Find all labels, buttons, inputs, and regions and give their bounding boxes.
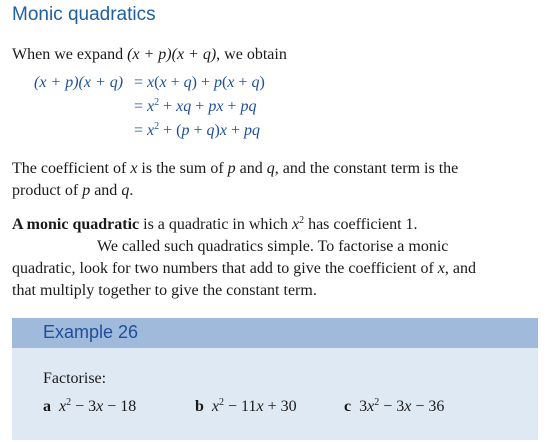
definition-text-3: quadratic, look for two numbers that add to give the coefficient of x, and bbox=[12, 260, 477, 277]
derivation-line-2: = $x^2$ + xq + px + pq bbox=[134, 97, 257, 115]
definition-line-3 bbox=[12, 258, 476, 280]
part-b-expression: $x^2 - 11x + 30$ bbox=[211, 397, 297, 415]
intro-expression: (x + p)(x + q) bbox=[127, 46, 217, 63]
example-part-b bbox=[195, 398, 297, 416]
derivation-line-3: = $x^2 + (p + q)x$ + pq bbox=[134, 121, 260, 139]
part-a-letter: a bbox=[43, 398, 51, 415]
section-title: Monic quadratics bbox=[12, 4, 156, 25]
example-box bbox=[12, 318, 538, 440]
coefficient-note-text-1: The coefficient of x is the sum of p and q, and the constant term is the bbox=[12, 160, 459, 177]
part-c-expression: $3x^2 - 3x - 36$ bbox=[359, 397, 445, 415]
coefficient-note-text-2: product of p and q. bbox=[12, 182, 134, 199]
example-part-c bbox=[344, 398, 444, 416]
intro-suffix: , we obtain bbox=[216, 46, 287, 63]
definition-line-2 bbox=[97, 236, 448, 258]
coefficient-note-line-1 bbox=[12, 158, 458, 180]
example-title: Example 26 bbox=[43, 322, 139, 342]
definition-line-4 bbox=[12, 280, 317, 302]
example-header bbox=[12, 318, 538, 348]
definition-line-1 bbox=[12, 214, 418, 236]
example-instruction: Factorise: bbox=[43, 370, 107, 387]
intro-prefix: When we expand bbox=[12, 46, 128, 63]
part-b-letter: b bbox=[195, 398, 204, 415]
definition-rest: is a quadratic in which $x^2$ has coefficient 1. bbox=[139, 215, 418, 233]
intro-sentence bbox=[12, 44, 287, 66]
example-part-a bbox=[43, 398, 136, 416]
coefficient-note-line-2 bbox=[12, 180, 133, 202]
derivation-line-1: = x(x + q) + p(x + q) bbox=[134, 74, 265, 91]
definition-text-4: that multiply together to give the constant term. bbox=[12, 282, 317, 299]
part-c-letter: c bbox=[344, 398, 352, 415]
definition-term: A monic quadratic bbox=[12, 216, 140, 233]
part-a-expression: $x^2 - 3x - 18$ bbox=[59, 397, 137, 415]
derivation-lhs: (x + p)(x + q) bbox=[34, 74, 124, 91]
definition-text-2: We called such quadratics simple. To factorise a monic bbox=[97, 238, 449, 255]
